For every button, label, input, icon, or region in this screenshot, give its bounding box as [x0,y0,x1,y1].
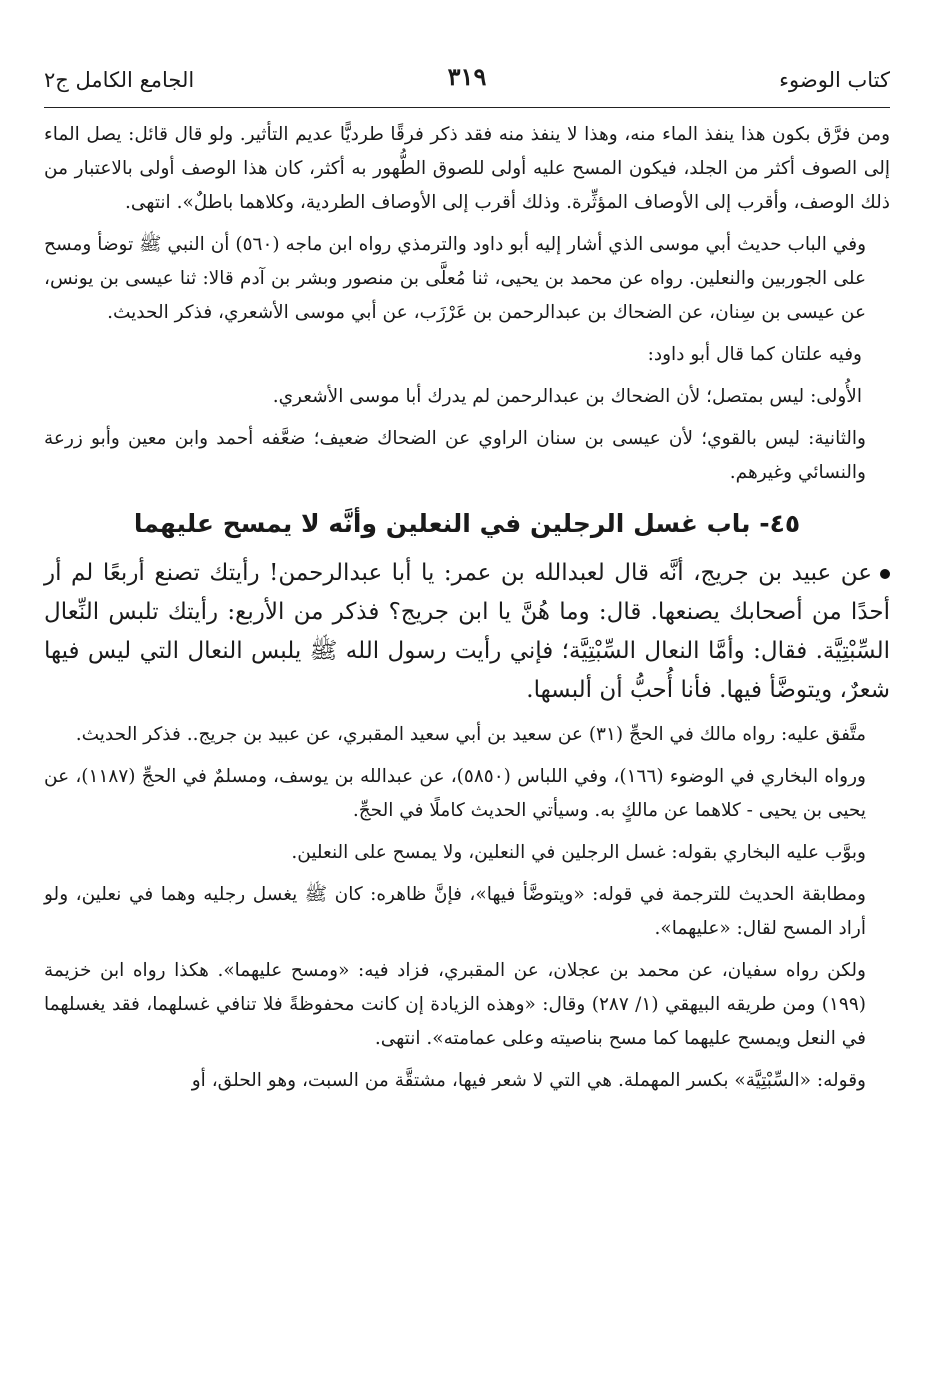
commentary-bukhari-muslim: ورواه البخاري في الوضوء (١٦٦)، وفي اللباس (٥٨٥٠)، عن عبدالله بن يوسف، ومسلمٌ في الحجِّ (١١٨٧)، عن يحيى بن يحيى - كلاهما عن مالكٍ به. وسيأتي الحديث كاملًا في الحجِّ. [44,766,866,821]
paragraph-two-defects-intro: وفيه علتان كما قال أبو داود: [647,344,862,365]
commentary-sibtiyya-definition: وقوله: «السِّبْتِيَّة» بكسر المهملة. هي التي لا شعر فيها، مشتقَّة من السبت، وهو الحلق، أو [191,1070,866,1091]
header-rule [44,107,890,108]
hadith-text-block [44,554,890,710]
page-header [44,58,890,102]
hadith-text: عن عبيد بن جريج، أنَّه قال لعبدالله بن عمر: يا أبا عبدالرحمن! رأيتك تصنع أربعًا لم أر أحدًا من أصحابك يصنعها. قال: وما هُنَّ يا ابن جريج؟ فذكر من الأربع: رأيتك تلبس النِّعال السِّبْتِيَّة. فقال: وأمَّا النعال السِّبْتِيَّة؛ فإني رأيت رسول الله ﷺ يلبس النعال التي ليس فيها شعرٌ، ويتوضَّأ فيها. فأنا أُحبُّ أن ألبسها. [44,560,890,703]
page-content [44,118,890,1106]
chapter-heading: ٤٥- باب غسل الرجلين في النعلين وأنَّه لا يمسح عليهما [133,509,801,538]
page-number: ٣١٩ [447,62,487,91]
paragraph-abu-musa-hadith: وفي الباب حديث أبي موسى الذي أشار إليه أبو داود والترمذي رواه ابن ماجه (٥٦٠) أن النبي ﷺ توضأ ومسح على الجوربين والنعلين. رواه عن محمد بن يحيى، ثنا مُعلَّى بن منصور وبشر بن آدم قالا: ثنا عيسى بن يونس، عن عيسى بن سِنان، عن الضحاك بن عبدالرحمن بن عَرْزَب، عن أبي موسى الأشعري، فذكر الحديث. [44,234,867,323]
commentary-sufyan-addition: ولكن رواه سفيان، عن محمد بن عجلان، عن المقبري، فزاد فيه: «ومسح عليهما». هكذا رواه ابن خزيمة (١٩٩) ومن طريقه البيهقي (١/ ٢٨٧) وقال: «وهذه الزيادة إن كانت محفوظةً فلا تنافي غسلهما، فقد يغسلهما في النعل ويمسح عليهما كما مسح بناصيته وعلى عمامته». انتهى. [44,960,866,1049]
paragraph-quote-end: ومن فرَّق بكون هذا ينفذ الماء منه، وهذا لا ينفذ منه فقد ذكر فرقًا طرديًّا عديم التأثير. ولو قال قائل: يصل الماء إلى الصوف أكثر من الجلد، فيكون المسح عليه أولى للصوق الطُّهور به أكثر، كان هذا الوصف أولى بالاعتبار من ذلك الوصف، وأقرب إلى الأوصاف المؤثِّرة. وذلك أقرب إلى الأوصاف الطردية، وكلاهما باطلٌ». انتهى. [44,124,890,213]
bullet-icon [880,569,890,579]
header-book-title: الجامع الكامل ج٢ [44,68,195,92]
paragraph-second-defect: والثانية: ليس بالقوي؛ لأن عيسى بن سنان الراوي عن الضحاك ضعيف؛ ضعَّفه أحمد وابن معين وأبو زرعة والنسائي وغيرهم. [44,428,866,483]
paragraph-first-defect: الأُولى: ليس بمتصل؛ لأن الضحاك بن عبدالرحمن لم يدرك أبا موسى الأشعري. [272,386,862,407]
commentary-takhrij: متَّفق عليه: رواه مالك في الحجِّ (٣١) عن سعيد بن أبي سعيد المقبري، عن عبيد بن جريج.. فذكر الحديث. [75,724,866,745]
header-book-section: كتاب الوضوء [779,68,890,92]
commentary-bukhari-chapter: وبوَّب عليه البخاري بقوله: غسل الرجلين في النعلين، ولا يمسح على النعلين. [291,842,866,863]
commentary-correspondence: ومطابقة الحديث للترجمة في قوله: «ويتوضَّأ فيها»، فإنَّ ظاهره: كان ﷺ يغسل رجليه وهما في نعلين، ولو أراد المسح لقال: «عليهما». [44,884,866,939]
